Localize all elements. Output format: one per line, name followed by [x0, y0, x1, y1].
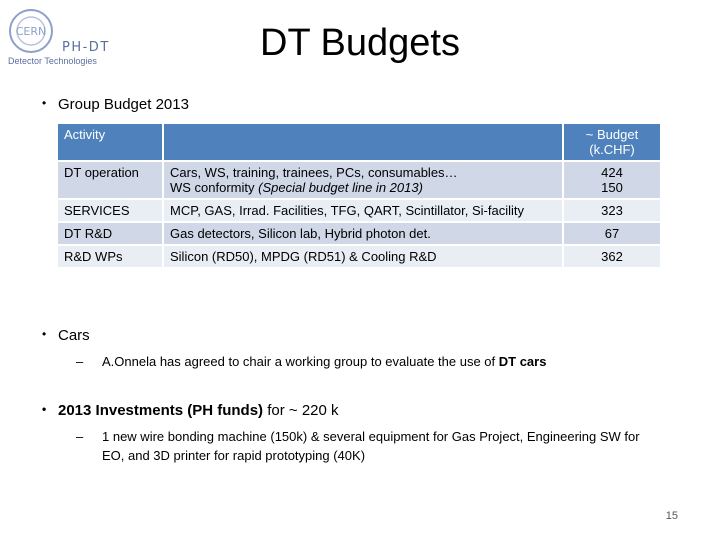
row-budget: 362 [563, 245, 661, 268]
row-description-line2 [170, 180, 556, 195]
page-number: 15 [665, 510, 678, 522]
row-budget-line2: 150 [601, 180, 623, 195]
sub-bullet-cars [76, 352, 547, 371]
row-budget [563, 161, 661, 199]
row-budget-line1: 424 [601, 165, 623, 180]
page-title: DT Budgets [260, 22, 460, 64]
sub-bullet-cars-text: A.Onnela has agreed to chair a working group to evaluate the use of [102, 354, 499, 369]
sub-bullet-cars-bold: DT cars [498, 354, 547, 369]
table-row [58, 245, 661, 268]
row-activity: DT operation [58, 161, 163, 199]
row-activity: DT R&D [58, 222, 163, 245]
bullet-investments-bold: 2013 Investments (PH funds) [58, 402, 264, 419]
table-row [58, 222, 661, 245]
budget-table [58, 124, 662, 269]
row-budget: 67 [563, 222, 661, 245]
row-description-line2-italic: (Special budget line in 2013) [258, 180, 423, 195]
header-activity: Activity [58, 124, 163, 161]
sub-bullet-investments-text: 1 new wire bonding machine (150k) & several equipment for Gas Project, Engineering SW for EO, and 3D printer for rapid prototyping (40K) [102, 429, 640, 463]
cern-logo-mark: CERN [15, 25, 47, 38]
table-header-row [58, 124, 661, 161]
sub-bullet-dash: – [76, 429, 84, 444]
bullet-cars-text: Cars [58, 327, 90, 344]
header-budget: ~ Budget (k.CHF) [563, 124, 661, 161]
bullet-dot: • [42, 402, 47, 416]
bullet-investments-rest: for ~ 220 k [263, 402, 339, 419]
table-row [58, 199, 661, 222]
bullet-group-budget [42, 96, 189, 113]
table-row [58, 161, 661, 199]
row-description-line1: Cars, WS, training, trainees, PCs, consumables… [170, 165, 458, 180]
row-description-line2-text: WS conformity [170, 180, 259, 195]
row-budget: 323 [563, 199, 661, 222]
logo-subtitle: Detector Technologies [8, 56, 97, 66]
row-description [163, 161, 563, 199]
row-activity: SERVICES [58, 199, 163, 222]
bullet-group-budget-text: Group Budget 2013 [58, 96, 189, 113]
row-description: Gas detectors, Silicon lab, Hybrid photon det. [163, 222, 563, 245]
sub-bullet-investments [76, 427, 662, 465]
row-description: Silicon (RD50), MPDG (RD51) & Cooling R&D [163, 245, 563, 268]
bullet-dot: • [42, 327, 47, 341]
bullet-cars [42, 327, 90, 344]
bullet-investments [42, 402, 339, 419]
row-activity: R&D WPs [58, 245, 163, 268]
bullet-dot: • [42, 96, 47, 110]
header-description [163, 124, 563, 161]
sub-bullet-dash: – [76, 354, 84, 369]
logo-ph-dt: PH-DT [62, 40, 110, 55]
row-description: MCP, GAS, Irrad. Facilities, TFG, QART, Scintillator, Si-facility [163, 199, 563, 222]
